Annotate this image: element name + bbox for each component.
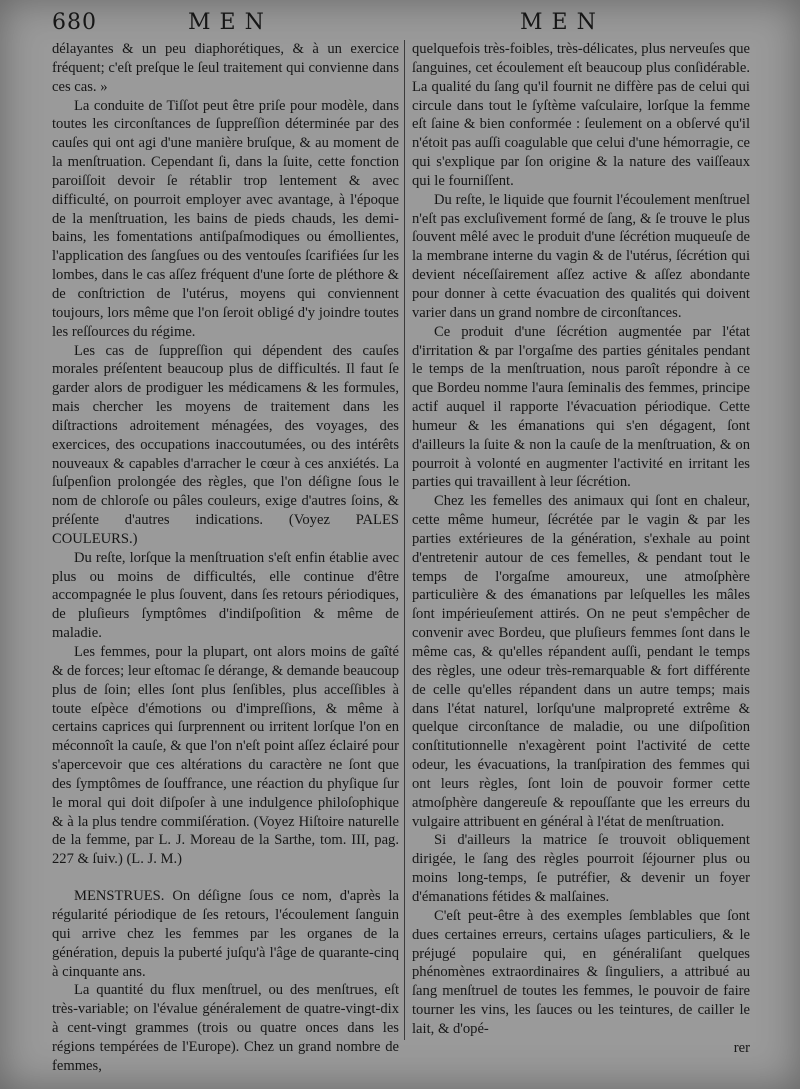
paragraph: C'eſt peut-être à des exemples ſemblables que ſont dues certaines erreurs, certains uſages particuliers, & le préjugé populaire qui, en généraliſant quelques phénomènes extraordinaires & ſinguliers, a attribué au ſang menſtruel de toutes les femmes, le pouvoir de faire tourner les vins, les ſauces ou les teintures, de cailler le lait, & d'opé- [412,907,750,1037]
paragraph: La conduite de Tiſſot peut être priſe pour modèle, dans toutes les circonſtances de ſuppreſſion déterminée par des cauſes qui ont agi d'une manière bruſque, & au moment de la menſtruation. Cependant ſi, dans la ſuite, cette fonction paroiſſoit devoir ſe rétablir trop lentement & avec difficulté, on pourroit employer avec avantage, à l'époque de la menſtruation, les bains de pieds chauds, les demi-bains, les fomentations antiſpaſmodiques ou émollientes, l'application des ſangſues ou des ventouſes ſcarifiées ſur les lombes, dans le cas aſſez fréquent d'une ſorte de pléthore & de conſtriction de l'utérus, moyens qui conviennent toujours, lors même que l'on ſeroit obligé d'y joindre toutes les reſſources du régime. [52,97,399,340]
paragraph: Ce produit d'une ſécrétion augmentée par l'état d'irritation & par l'orgaſme des parties génitales pendant le temps de la menſtruation, nous paroît répondre à ce que Bordeu nomme l'aura ſeminalis des femmes, principe actif auquel il rapporte l'évacuation périodique. Cette humeur & les émanations qui s'en dégagent, ſont d'ailleurs la ſuite & non la cauſe de la menſtruation, & on pourroit à volonté en augmenter l'activité en irritant les parties qui travaillent à leur ſécrétion. [412,323,750,491]
paragraph: La quantité du flux menſtruel, ou des menſtrues, eſt très-variable; on l'évalue généralement de quatre-vingt-dix à cent-vingt grammes (trois ou quatre onces dans les régions tempérées de l'Europe). Chez un grand nombre de femmes, [52,982,399,1074]
left-column [52,40,399,1076]
paragraph: Les cas de ſuppreſſion qui dépendent des cauſes morales préſentent beaucoup plus de difficultés. Il faut ſe garder alors de prodiguer les médicamens & les formules, mais chercher les moyens de traitement dans les diſtractions adroitement ménagées, des voyages, des exercices, des occupations inaccoutumées, ou des intérêts nouveaux & capables d'arracher le cœur à ces anxiétés. La ſuſpenſion prolongée des règles, que l'on déſigne ſous le nom de chloroſe ou pâles couleurs, exige d'autres ſoins, & préſente d'autres indications. (Voyez PALES COULEURS.) [52,342,399,547]
paragraph: Du reſte, le liquide que fournit l'écoulement menſtruel n'eſt pas excluſivement formé de ſang, & ſe trouve le plus ſouvent mêlé avec le produit d'une ſécrétion muqueuſe de la membrane interne du vagin & de l'utérus, ſécrétion qui devient néceſſairement aſſez active & aſſez abondante pour donner à cette évacuation des qualités qui doivent varier dans un grand nombre de circonſtances. [412,191,750,321]
paragraph: Si d'ailleurs la matrice ſe trouvoit obliquement dirigée, le ſang des règles pourroit ſéjourner plus ou moins long-temps, ſe putréfier, & devenir un foyer d'émanations fétides & malſaines. [412,832,750,905]
catchword: rer [733,1039,750,1056]
paragraph: quelquefois très-foibles, très-délicates, plus nerveuſes que ſanguines, cet écoulement eſt beaucoup plus conſidérable. La qualité du ſang qu'il fournit ne diffère pas de celui qui circule dans tout le ſyſtème vaſculaire, lorſque la femme eſt ſaine & bien conformée : ſeulement on a obſervé qu'il n'étoit pas auſſi coagulable que celui d'une hémorragie, ce qui s'explique par ſon origine & la nature des vaiſſeaux qui le fourniſſent. [412,41,750,189]
article-heading-paragraph: MENSTRUES. On déſigne ſous ce nom, d'après la régularité périodique de ſes retours, l'écoulement ſanguin qui arrive chez les femmes par les organes de la génération, depuis la puberté juſqu'à l'âge de quarante-cinq à cinquante ans. [52,888,399,980]
paragraph: Chez les femelles des animaux qui ſont en chaleur, cette même humeur, ſécrétée par le vagin & par les parties extérieures de la génération, s'exhale au point d'entretenir autour de ces femelles, & pendant tout le temps de l'orgaſme amoureux, une atmoſphère particulière & des émanations par leſquelles les mâles ſont impérieuſement attirés. On ne peut s'empêcher de convenir avec Bordeu, que pluſieurs femmes ſont dans le même cas, & qu'elles répandent auſſi, pendant le temps des règles, une odeur très-remarquable & fort différente de celle qu'elles répandent dans un autre temps; mais dans l'état naturel, lorſqu'une malpropreté extrême & quelque circonſtance de maladie, ou une diſpoſition conſtitutionnelle n'exagèrent point l'activité de cette odeur, les évacuations, la tranſpiration des femmes qui ont leurs règles, ſont loin de pouvoir former cette atmoſphère dangereuſe & repouſſante que les erreurs du vulgaire attribuent en général à l'état de menſtruation. [412,493,750,830]
paragraph: Les femmes, pour la plupart, ont alors moins de gaîté & de forces; leur eſtomac ſe dérange, & demande beaucoup plus de ſoin; elles ſont plus ſenſibles, plus acceſſibles à toute eſpèce d'émotions ou d'impreſſions, & même à certains caprices qui ſurprennent ou irritent lorſque l'on en méconnoît la cauſe, & que l'on n'eſt point aſſez éclairé pour s'apercevoir que ces altérations du caractère ne ſont que des ſymptômes de ſouffrance, une réaction du phyſique ſur le moral qui doit diſpoſer à une indulgence philoſophique & à la plus tendre commiſération. (Voyez Hiſtoire naturelle de la femme, par L. J. Moreau de la Sarthe, tom. III, pag. 227 & ſuiv.) (L. J. M.) [52,644,399,868]
running-head-right: MEN [520,10,605,35]
page-number: 680 [52,10,97,35]
right-column [412,40,750,1058]
running-head-left: MEN [188,10,273,35]
paragraph: délayantes & un peu diaphorétiques, & à un exercice fréquent; c'eſt preſque le ſeul traitement qui convienne dans ces cas. » [52,41,399,95]
paragraph: Du reſte, lorſque la menſtruation s'eſt enfin établie avec plus ou moins de difficultés, elle continue d'être accompagnée le plus ſouvent, dans ſes retours périodiques, de pluſieurs ſymptômes d'indiſpoſition & même de maladie. [52,549,399,642]
column-divider [404,40,405,1040]
